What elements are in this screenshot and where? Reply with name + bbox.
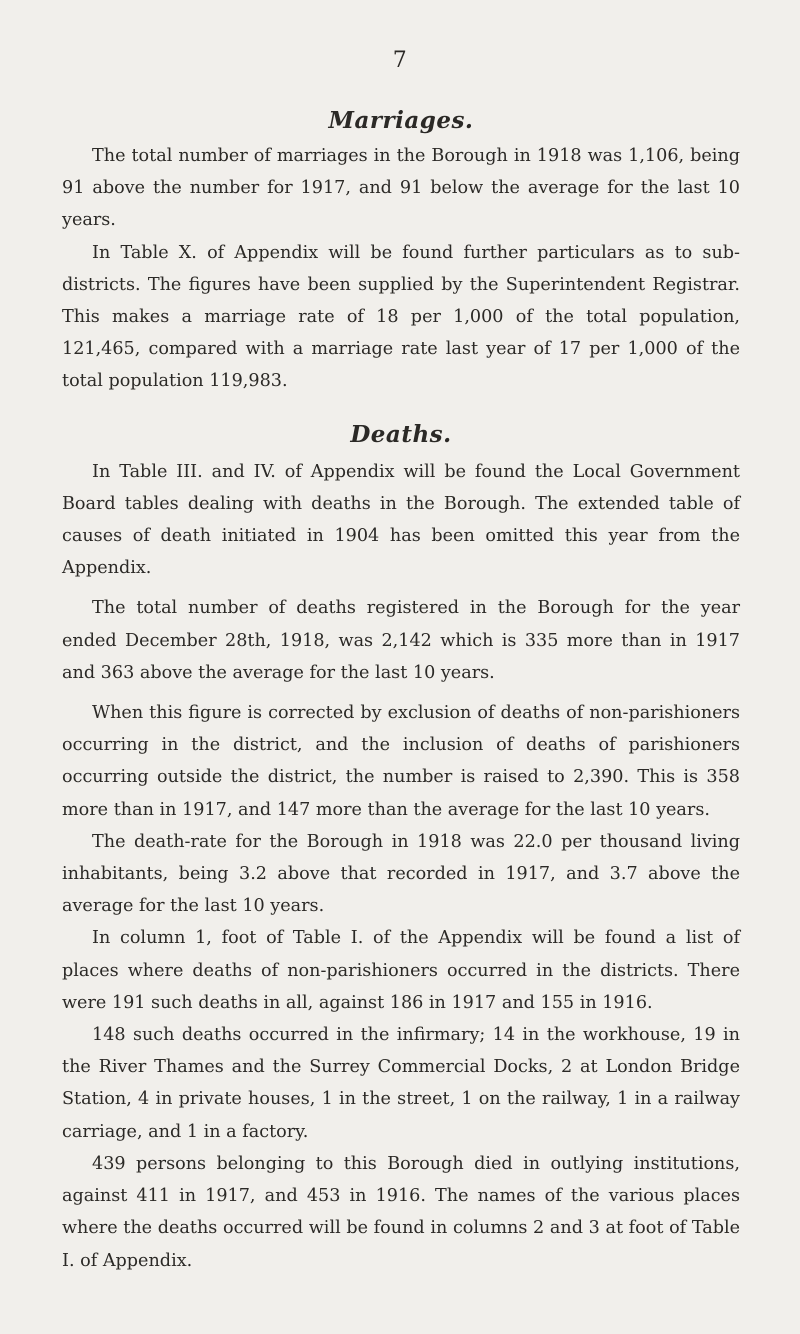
paragraph: In Table X. of Appendix will be found further particulars as to sub-districts. The figures have been supplied by the Superintendent Registrar. This makes a marriage rate of 18 per 1,000 of the total population, 121,465, compared with a marriage rate last year of 17 per 1,000 of the total population 119,983. — [62, 242, 740, 392]
paragraph: The total number of deaths registered in the Borough for the year ended December 28th, 1918, was 2,142 which is 335 more than in 1917 and 363 above the average for the last 10 years. — [62, 598, 740, 683]
page-body — [62, 106, 740, 1277]
section-heading-deaths: Deaths. — [350, 420, 452, 448]
page-number: 7 — [392, 48, 408, 73]
paragraph: In Table III. and IV. of Appendix will be found the Local Government Board tables dealing with deaths in the Borough. The extended table of causes of death initiated in 1904 has been omitted this year from the Appendix. — [62, 461, 740, 579]
paragraph: 148 such deaths occurred in the infirmary; 14 in the workhouse, 19 in the River Thames and the Surrey Commercial Docks, 2 at London Bridge Station, 4 in private houses, 1 in the street, 1 on the railway, 1 in a railway carriage, and 1 in a factory. — [62, 1025, 740, 1142]
paragraph: 439 persons belonging to this Borough died in outlying institutions, against 411 in 1917, and 453 in 1916. The names of the various places where the deaths occurred will be found in columns 2 and 3 at foot of Table I. of Appendix. — [62, 1153, 740, 1271]
section-heading-marriages: Marriages. — [328, 107, 474, 134]
paragraph: The death-rate for the Borough in 1918 was 22.0 per thousand living inhabitants, being 3.2 above that recorded in 1917, and 3.7 above the average for the last 10 years. — [62, 831, 740, 917]
paragraph: When this figure is corrected by exclusion of deaths of non-parishioners occurring in the district, and the inclusion of deaths of parishioners occurring outside the district, the number is raised to 2,390. This is 358 more than in 1917, and 147 more than the average for the last 10 years. — [62, 703, 740, 820]
paragraph: The total number of marriages in the Borough in 1918 was 1,106, being 91 above the number for 1917, and 91 below the average for the last 10 years. — [62, 146, 740, 231]
paragraph: In column 1, foot of Table I. of the Appendix will be found a list of places where deaths of non-parishioners occurred in the districts. There were 191 such deaths in all, against 186 in 1917 and 155 in 1916. — [62, 928, 740, 1013]
